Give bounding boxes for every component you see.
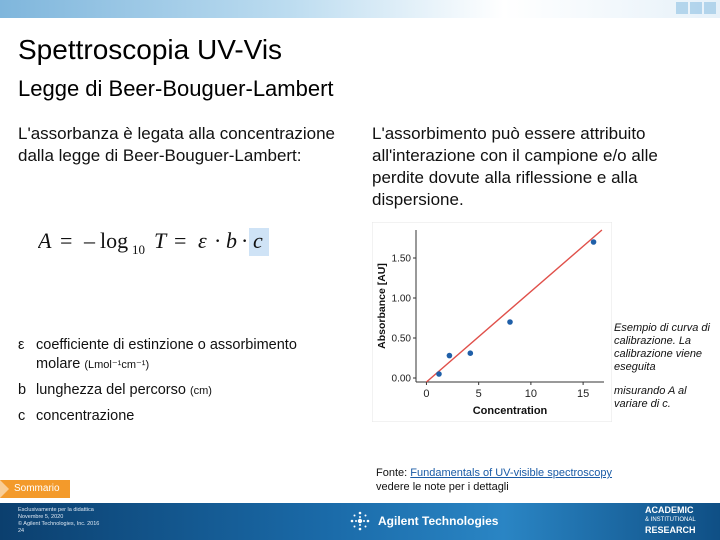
academic-research-logo: [645, 505, 696, 535]
x-tick-label: 15: [576, 388, 590, 400]
variable-symbol: b: [18, 382, 27, 398]
variable-unit: (Lmol⁻¹cm⁻¹): [84, 359, 150, 371]
top-banner: [0, 0, 720, 18]
sommario-button[interactable]: Sommario: [0, 480, 70, 498]
variable-unit: (cm): [189, 385, 212, 397]
agilent-logo: [348, 508, 498, 534]
academic-line-2: & INSTITUTIONAL: [645, 517, 696, 523]
formula-minus: –: [84, 228, 95, 253]
data-point: [507, 319, 513, 325]
data-point: [447, 353, 453, 359]
x-tick-label: 5: [475, 388, 482, 400]
formula-T: T: [154, 228, 167, 253]
list-item: [18, 407, 318, 426]
formula-b: b: [226, 228, 237, 253]
calibration-chart: [372, 222, 612, 422]
variable-definitions: [18, 336, 318, 432]
x-tick-label: 0: [423, 388, 430, 400]
y-tick-label: 0.00: [391, 373, 411, 385]
brand-name: Agilent Technologies: [378, 514, 499, 528]
variable-description: concentrazione: [36, 408, 135, 424]
variable-description: coefficiente di estinzione o assorbimento molare: [36, 337, 297, 372]
formula-dot-2: ·: [241, 228, 249, 253]
variable-description: lunghezza del percorso: [36, 382, 186, 398]
slide-subtitle: Legge di Beer-Bouguer-Lambert: [18, 76, 334, 101]
y-axis-label: Absorbance [AU]: [376, 263, 388, 349]
formula-dot-1: ·: [214, 228, 222, 253]
beer-lambert-formula: [38, 226, 270, 258]
footer-info: [18, 507, 138, 535]
academic-line-1: ACADEMIC: [645, 505, 694, 515]
formula-log: log: [100, 228, 129, 253]
beer-law-intro: L'assorbanza è legata alla concentrazione dalla legge di Beer-Bouguer-Lambert:: [18, 124, 336, 165]
list-item: [18, 381, 318, 401]
formula-log-base: 10: [132, 242, 145, 257]
footer-line: © Agilent Technologies, Inc. 2016: [18, 521, 100, 527]
data-point: [468, 350, 474, 356]
calibration-note-continued: misurando A al variare di c.: [614, 385, 687, 410]
x-tick-label: 10: [524, 388, 538, 400]
source-note: vedere le note per i dettagli: [376, 481, 509, 493]
calibration-note: Esempio di curva di calibrazione. La calibrazione viene eseguita: [614, 322, 710, 373]
x-axis-label: Concentration: [472, 405, 548, 417]
formula-epsilon: ε: [198, 228, 207, 253]
source-link[interactable]: Fundamentals of UV-visible spectroscopy: [410, 467, 613, 479]
y-tick-label: 1.50: [391, 253, 411, 265]
banner-decoration: [676, 2, 716, 14]
absorption-explanation: L'assorbimento può essere attribuito all'interazione con il campione e/o alle perdite dovute alla riflessione e alla dispersione.: [372, 124, 658, 209]
formula-equals-2: =: [174, 228, 187, 253]
footer-line: Esclusivamente per la didattica: [18, 507, 94, 513]
footer-line: 24: [18, 528, 25, 534]
formula-c: c: [253, 228, 263, 253]
y-tick-label: 1.00: [391, 293, 411, 305]
source-reference: [376, 466, 696, 494]
variable-symbol: ε: [18, 337, 25, 353]
formula-equals-1: =: [60, 228, 73, 253]
spark-icon: [348, 509, 372, 533]
variable-symbol: c: [18, 408, 26, 424]
data-point: [591, 239, 597, 245]
formula-A: A: [38, 228, 52, 253]
list-item: [18, 336, 318, 375]
academic-line-3: RESEARCH: [645, 525, 696, 535]
slide-title: Spettroscopia UV-Vis: [18, 34, 283, 65]
footer-line: Novembre 5, 2020: [18, 514, 64, 520]
source-prefix: Fonte:: [376, 467, 411, 479]
y-tick-label: 0.50: [391, 333, 411, 345]
data-point: [436, 371, 442, 377]
